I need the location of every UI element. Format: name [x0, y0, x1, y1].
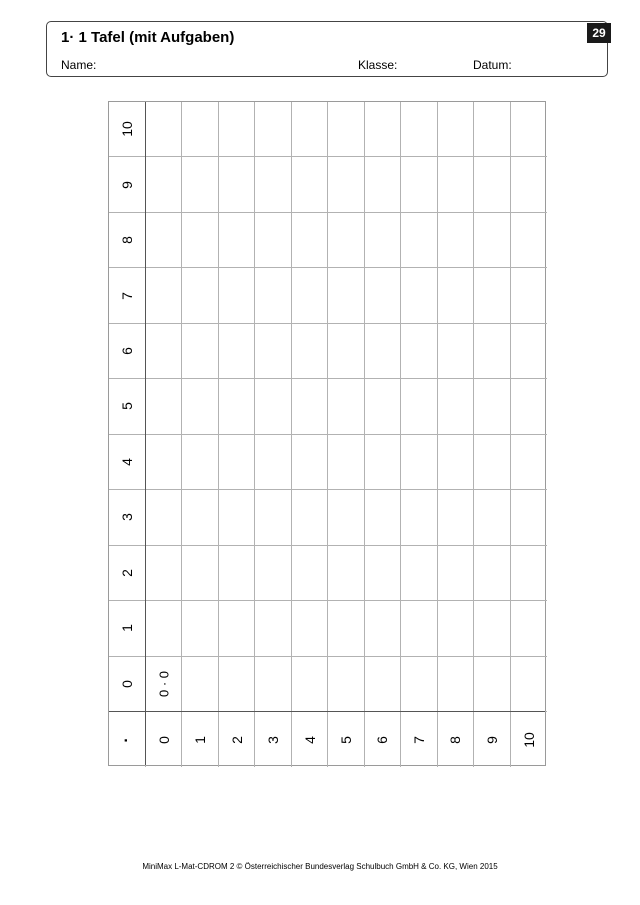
answer-cell[interactable]	[511, 213, 547, 268]
answer-cell[interactable]	[365, 268, 401, 323]
answer-cell[interactable]	[438, 102, 474, 157]
col-label-text: 9	[483, 735, 500, 744]
answer-cell[interactable]	[438, 435, 474, 490]
example-task: 0 · 0	[156, 670, 172, 697]
copyright-footer: MiniMax L-Mat-CDROM 2 © Österreichischer Bundesverlag Schulbuch GmbH & Co. KG, Wien 2015	[142, 862, 498, 871]
row-label-text: 6	[119, 347, 135, 355]
col-label-text: 2	[228, 735, 245, 744]
answer-cell[interactable]	[292, 379, 328, 434]
answer-cell[interactable]	[365, 324, 401, 379]
answer-cell[interactable]	[401, 268, 437, 323]
answer-cell[interactable]	[255, 157, 291, 212]
answer-cell[interactable]	[401, 213, 437, 268]
answer-cell[interactable]	[328, 102, 364, 157]
row-label-text: 4	[119, 458, 135, 466]
answer-cell[interactable]	[511, 102, 547, 157]
answer-cell[interactable]	[365, 157, 401, 212]
answer-cell[interactable]	[401, 157, 437, 212]
col-label-8	[438, 712, 474, 767]
answer-cell[interactable]	[182, 490, 218, 545]
answer-cell[interactable]	[401, 657, 437, 712]
row-label-5	[109, 379, 146, 434]
answer-cell[interactable]	[438, 657, 474, 712]
row-label-2	[109, 546, 146, 601]
answer-cell[interactable]	[255, 324, 291, 379]
answer-cell[interactable]	[292, 157, 328, 212]
answer-cell[interactable]	[438, 268, 474, 323]
answer-cell[interactable]	[401, 102, 437, 157]
answer-cell[interactable]	[292, 657, 328, 712]
answer-cell[interactable]	[219, 324, 255, 379]
col-label-text: 4	[301, 735, 318, 744]
answer-cell[interactable]	[255, 435, 291, 490]
col-label-1	[182, 712, 218, 767]
answer-cell[interactable]	[511, 157, 547, 212]
answer-cell[interactable]	[292, 490, 328, 545]
answer-cell[interactable]	[511, 490, 547, 545]
row-label-text: 0	[119, 679, 135, 688]
answer-cell[interactable]	[219, 657, 255, 712]
answer-cell[interactable]	[401, 435, 437, 490]
row-label-9	[109, 157, 146, 212]
row-label-text: 2	[119, 568, 135, 577]
answer-cell[interactable]	[219, 601, 255, 656]
page-number-badge: 29	[587, 23, 611, 43]
answer-cell[interactable]	[292, 213, 328, 268]
answer-cell[interactable]	[401, 324, 437, 379]
answer-cell[interactable]	[474, 490, 510, 545]
col-label-0	[146, 712, 182, 767]
answer-cell[interactable]	[219, 102, 255, 157]
answer-cell[interactable]	[365, 546, 401, 601]
answer-cell[interactable]	[474, 102, 510, 157]
answer-cell[interactable]	[292, 268, 328, 323]
answer-cell[interactable]	[255, 490, 291, 545]
answer-cell[interactable]	[182, 435, 218, 490]
name-label: Name:	[61, 58, 97, 72]
answer-cell[interactable]	[255, 213, 291, 268]
answer-cell[interactable]	[438, 324, 474, 379]
col-label-text: 0	[155, 735, 172, 744]
worksheet-title: 1· 1 Tafel (mit Aufgaben)	[61, 29, 235, 46]
col-label-5	[328, 712, 364, 767]
answer-cell[interactable]	[511, 657, 547, 712]
answer-cell[interactable]	[401, 546, 437, 601]
col-label-text: 1	[192, 735, 209, 744]
answer-cell[interactable]	[328, 490, 364, 545]
answer-cell[interactable]	[182, 268, 218, 323]
answer-cell[interactable]	[146, 490, 182, 545]
answer-cell[interactable]	[219, 546, 255, 601]
answer-cell[interactable]	[146, 546, 182, 601]
class-label: Klasse:	[358, 58, 398, 72]
answer-cell[interactable]	[474, 268, 510, 323]
answer-cell[interactable]	[255, 657, 291, 712]
answer-cell[interactable]	[146, 657, 182, 712]
row-label-6	[109, 324, 146, 379]
answer-cell[interactable]	[292, 546, 328, 601]
col-label-4	[292, 712, 328, 767]
answer-cell[interactable]	[182, 102, 218, 157]
col-label-2	[219, 712, 255, 767]
answer-cell[interactable]	[328, 157, 364, 212]
answer-cell[interactable]	[182, 546, 218, 601]
col-label-text: 6	[374, 735, 391, 744]
row-label-text: 3	[119, 513, 135, 522]
answer-cell[interactable]	[401, 379, 437, 434]
multiplication-table	[108, 101, 546, 766]
row-label-10	[109, 102, 146, 157]
answer-cell[interactable]	[255, 102, 291, 157]
answer-cell[interactable]	[255, 268, 291, 323]
answer-cell[interactable]	[219, 213, 255, 268]
answer-cell[interactable]	[474, 601, 510, 656]
answer-cell[interactable]	[511, 435, 547, 490]
answer-cell[interactable]	[146, 268, 182, 323]
answer-cell[interactable]	[401, 601, 437, 656]
row-label-0	[109, 657, 146, 712]
col-label-text: 7	[410, 735, 427, 744]
row-label-text: 8	[119, 236, 135, 245]
row-label-1	[109, 601, 146, 656]
operator-symbol: ·	[118, 736, 135, 743]
col-label-text: 3	[265, 735, 282, 744]
answer-cell[interactable]	[511, 379, 547, 434]
answer-cell[interactable]	[365, 213, 401, 268]
answer-cell[interactable]	[438, 379, 474, 434]
answer-cell[interactable]	[182, 157, 218, 212]
row-label-7	[109, 268, 146, 323]
answer-cell[interactable]	[365, 379, 401, 434]
answer-cell[interactable]	[438, 601, 474, 656]
answer-cell[interactable]	[292, 435, 328, 490]
operator-cell	[109, 712, 146, 767]
answer-cell[interactable]	[146, 435, 182, 490]
answer-cell[interactable]	[511, 546, 547, 601]
answer-cell[interactable]	[219, 157, 255, 212]
answer-cell[interactable]	[255, 546, 291, 601]
answer-cell[interactable]	[255, 379, 291, 434]
answer-cell[interactable]	[474, 546, 510, 601]
answer-cell[interactable]	[474, 213, 510, 268]
answer-cell[interactable]	[182, 657, 218, 712]
answer-cell[interactable]	[146, 213, 182, 268]
answer-cell[interactable]	[146, 601, 182, 656]
answer-cell[interactable]	[474, 379, 510, 434]
answer-cell[interactable]	[328, 435, 364, 490]
answer-cell[interactable]	[146, 102, 182, 157]
answer-cell[interactable]	[365, 657, 401, 712]
col-label-7	[401, 712, 437, 767]
answer-cell[interactable]	[511, 601, 547, 656]
answer-cell[interactable]	[146, 324, 182, 379]
answer-cell[interactable]	[146, 379, 182, 434]
answer-cell[interactable]	[219, 379, 255, 434]
answer-cell[interactable]	[438, 157, 474, 212]
answer-cell[interactable]	[511, 324, 547, 379]
label-column-divider	[145, 102, 146, 765]
col-label-6	[365, 712, 401, 767]
col-label-text: 10	[520, 731, 537, 748]
answer-cell[interactable]	[438, 213, 474, 268]
answer-cell[interactable]	[438, 490, 474, 545]
col-label-text: 5	[337, 735, 354, 744]
row-label-text: 1	[119, 624, 135, 633]
row-label-text: 10	[119, 121, 135, 138]
answer-cell[interactable]	[401, 490, 437, 545]
answer-cell[interactable]	[328, 657, 364, 712]
answer-cell[interactable]	[328, 213, 364, 268]
col-label-10	[511, 712, 547, 767]
answer-cell[interactable]	[182, 601, 218, 656]
answer-cell[interactable]	[219, 435, 255, 490]
answer-cell[interactable]	[474, 157, 510, 212]
answer-cell[interactable]	[328, 324, 364, 379]
date-label: Datum:	[473, 58, 512, 72]
answer-cell[interactable]	[474, 435, 510, 490]
answer-cell[interactable]	[365, 435, 401, 490]
row-label-text: 7	[119, 291, 135, 300]
col-label-9	[474, 712, 510, 767]
answer-cell[interactable]	[146, 157, 182, 212]
answer-cell[interactable]	[511, 268, 547, 323]
row-label-text: 5	[119, 402, 135, 411]
answer-cell[interactable]	[365, 490, 401, 545]
answer-cell[interactable]	[365, 102, 401, 157]
row-label-8	[109, 213, 146, 268]
row-label-4	[109, 435, 146, 490]
answer-cell[interactable]	[292, 324, 328, 379]
answer-cell[interactable]	[219, 268, 255, 323]
col-label-text: 8	[447, 735, 464, 744]
answer-cell[interactable]	[255, 601, 291, 656]
answer-cell[interactable]	[474, 324, 510, 379]
header-box	[46, 21, 608, 77]
answer-cell[interactable]	[328, 546, 364, 601]
row-label-3	[109, 490, 146, 545]
answer-cell[interactable]	[292, 102, 328, 157]
answer-cell[interactable]	[182, 379, 218, 434]
answer-cell[interactable]	[182, 324, 218, 379]
answer-cell[interactable]	[328, 601, 364, 656]
row-label-text: 9	[119, 180, 135, 189]
answer-cell[interactable]	[328, 268, 364, 323]
answer-cell[interactable]	[438, 546, 474, 601]
answer-cell[interactable]	[365, 601, 401, 656]
answer-cell[interactable]	[292, 601, 328, 656]
answer-cell[interactable]	[328, 379, 364, 434]
answer-cell[interactable]	[219, 490, 255, 545]
col-label-3	[255, 712, 291, 767]
answer-cell[interactable]	[182, 213, 218, 268]
header-row-divider	[109, 711, 545, 712]
answer-cell[interactable]	[474, 657, 510, 712]
